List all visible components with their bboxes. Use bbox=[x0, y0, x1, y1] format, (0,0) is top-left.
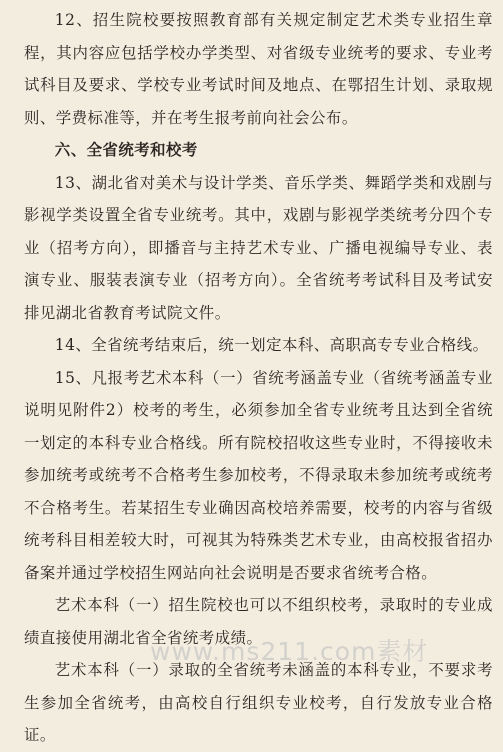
paragraph-16: 艺术本科（一）招生院校也可以不组织校考，录取时的专业成绩直接使用湖北省全省统考成绩。 bbox=[24, 596, 493, 647]
paragraph-13: 13、湖北省对美术与设计学类、音乐学类、舞蹈学类和戏剧与影视学类设置全省专业统考。其中，戏剧与影视学类统考分四个专业（招考方向），即播音与主持艺术专业、广播电视编导专业、表演专业、服装表演专业（招考方向）。全省统考考试科目及考试安排见湖北省教育考试院文件。 bbox=[24, 173, 493, 322]
watermark-text: www.ms211.com素材 bbox=[150, 637, 429, 666]
paragraph-17: 艺术本科（一）录取的全省统考未涵盖的本科专业，不要求考生参加全省统考，由高校自行组织专业校考，自行发放专业合格证。 bbox=[24, 661, 493, 744]
paragraph-14: 14、全省统考结束后，统一划定本科、高职高专专业合格线。 bbox=[54, 336, 489, 354]
paragraph-12: 12、招生院校要按照教育部有关规定制定艺术类专业招生章程，其内容应包括学校办学类型、对省级专业统考的要求、专业考试科目及要求、学校专业考试时间及地点、在鄂招生计划、录取规则、学费标准等，并在考生报考前向社会公布。 bbox=[24, 11, 493, 127]
paragraph-15: 15、凡报考艺术本科（一）省统考涵盖专业（省统考涵盖专业说明见附件2）校考的考生，必须参加全省专业统考且达到全省统一划定的本科专业合格线。所有院校招收这些专业时，不得接收未参加统考或统考不合格考生参加校考，不得录取未参加统考或统考不合格考生。若某招生专业确因高校培养需要，校考的内容与省级统考科目相差较大时，可视其为特殊类艺术专业，由高校报省招办备案并通过学校招生网站向社会说明是否要求省统考合格。 bbox=[24, 368, 493, 582]
section-heading-6: 六、全省统考和校考 bbox=[54, 141, 198, 159]
